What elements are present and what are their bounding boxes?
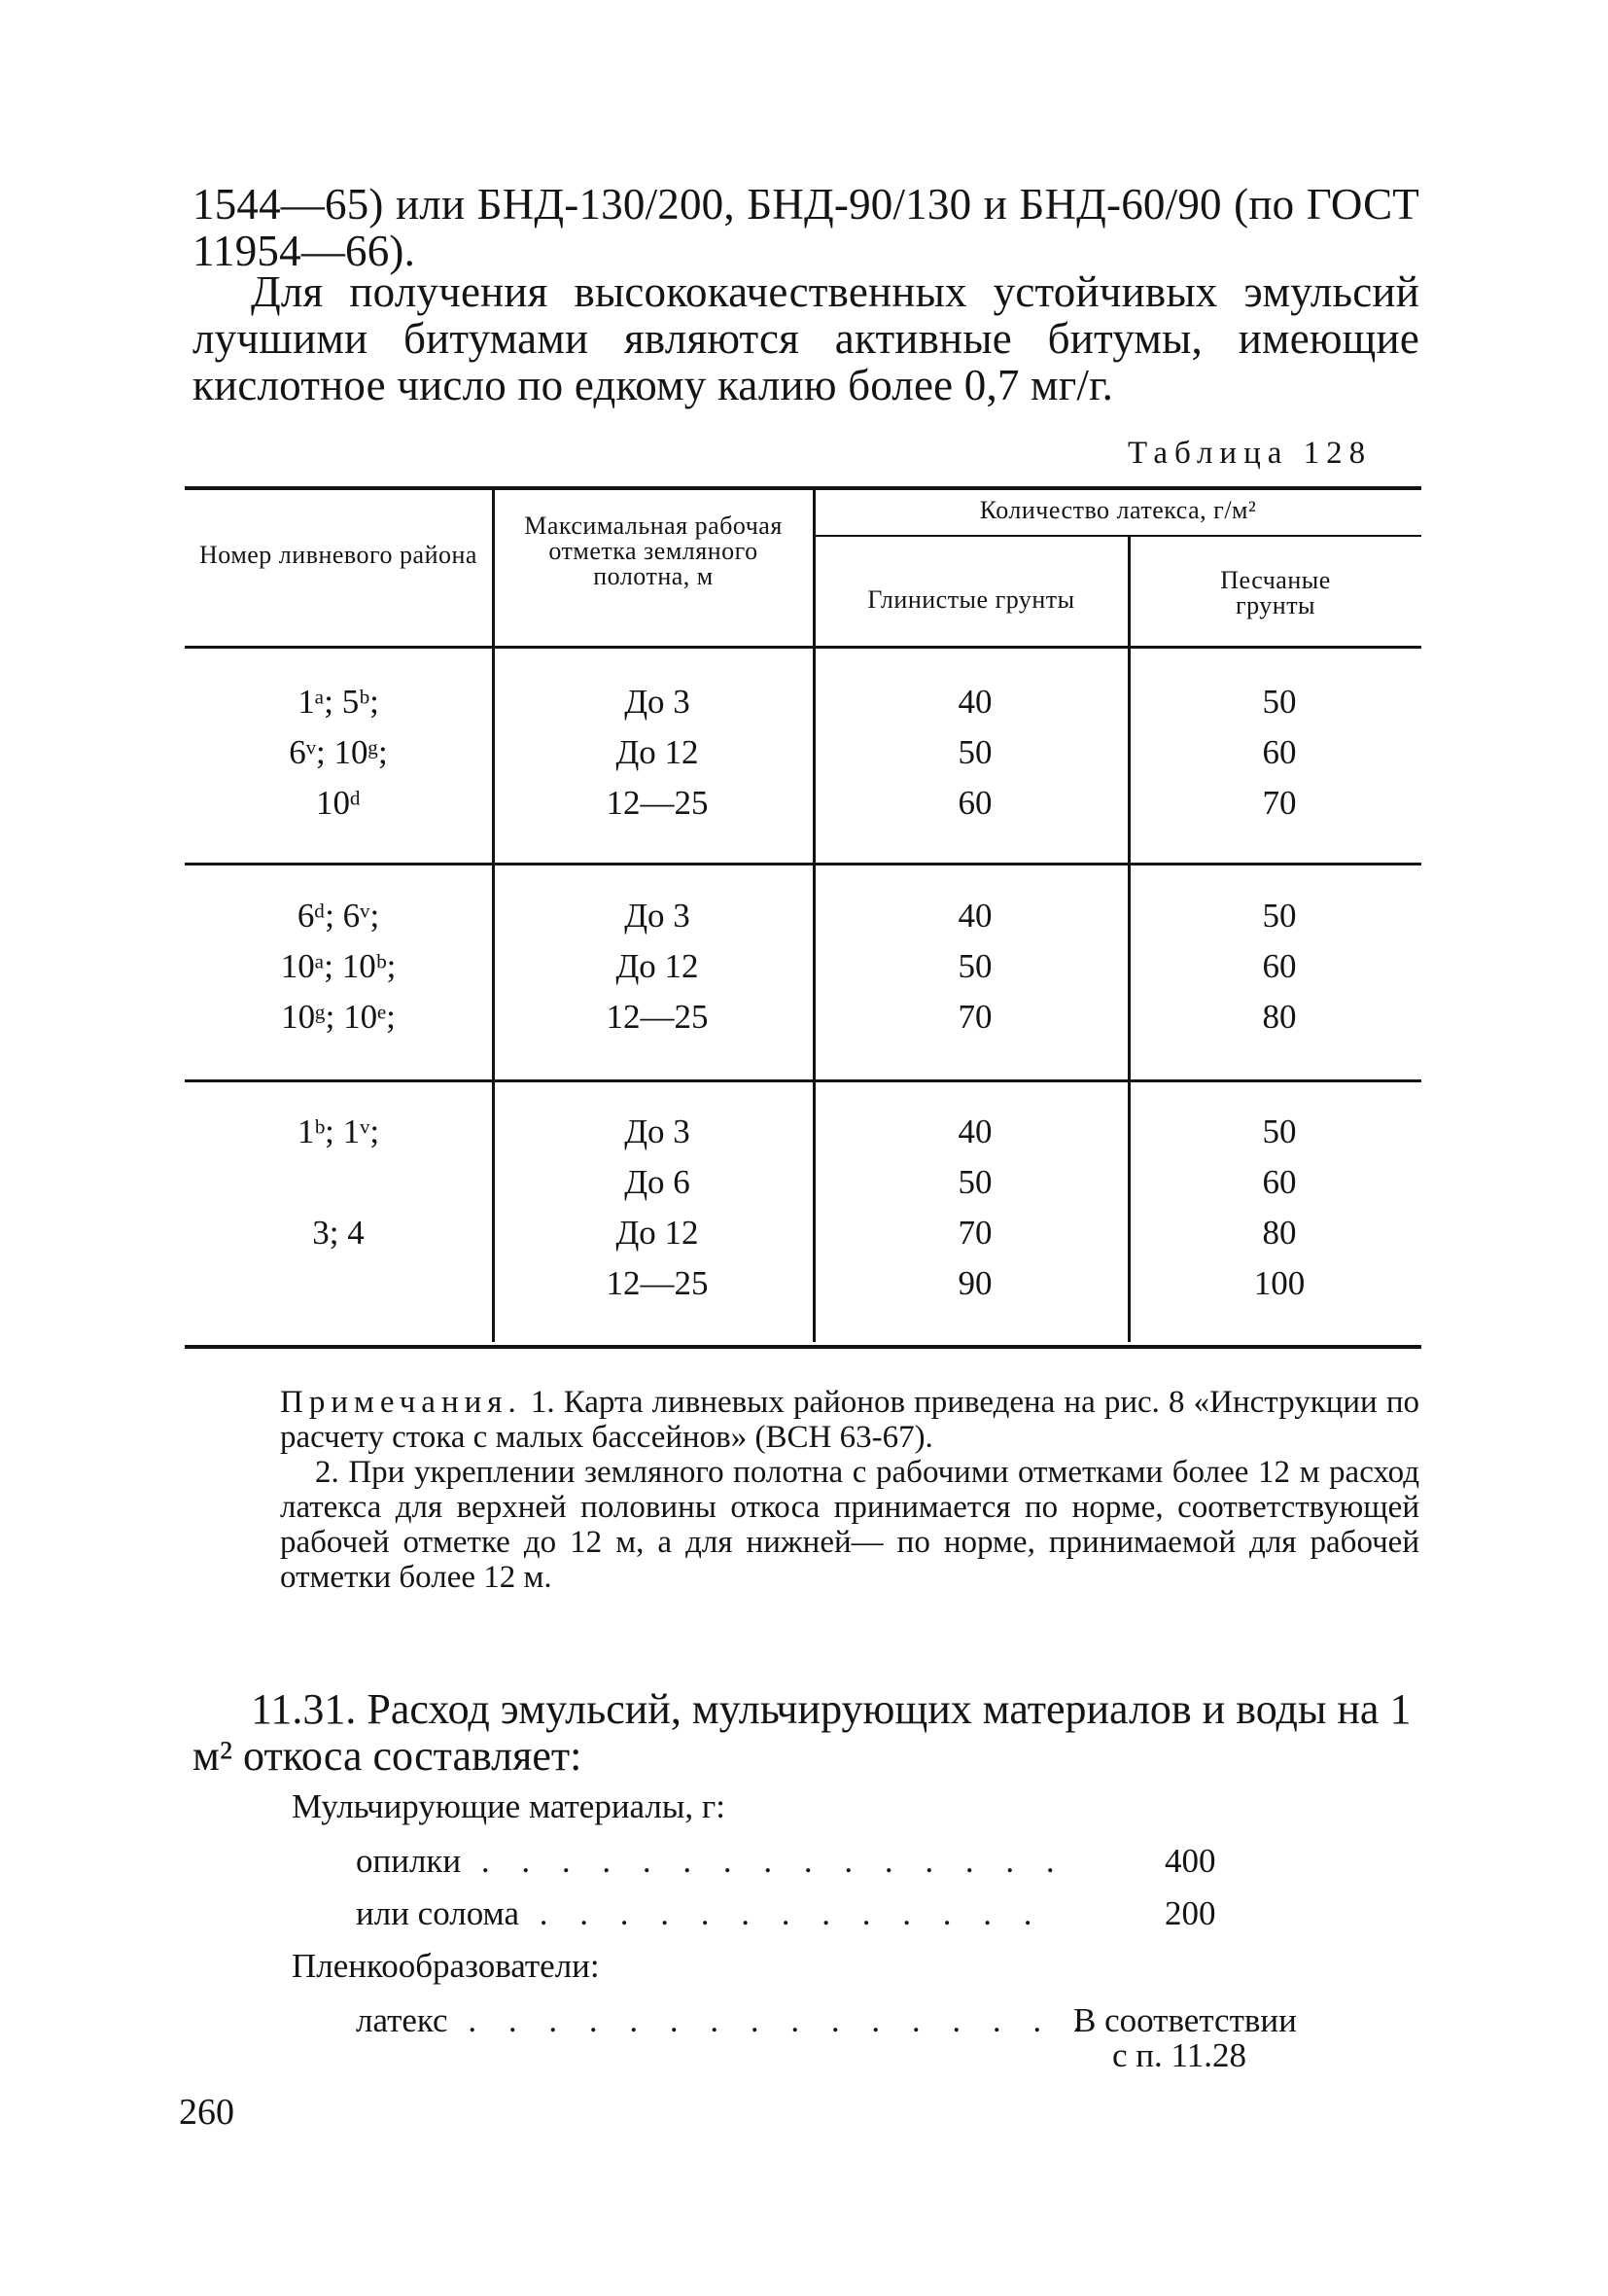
sand-cell: 100 xyxy=(1253,1264,1306,1302)
mark-cell: До 3 xyxy=(624,683,690,721)
group-1-clay xyxy=(822,677,1128,829)
header-working-mark: Максимальная рабочая отметка земляного полотна, м xyxy=(524,512,783,590)
group-2-sand xyxy=(1137,891,1421,1042)
latex-label: латекс xyxy=(356,2001,448,2039)
group-2-clay xyxy=(822,891,1128,1042)
region-cell: 10ᵍ; 10ᵉ; xyxy=(281,998,396,1036)
region-cell: 6ᵛ; 10ᵍ; xyxy=(289,733,388,771)
group-2-regions xyxy=(194,891,482,1042)
group-3-marks xyxy=(502,1107,813,1309)
mark-cell: До 3 xyxy=(624,1113,690,1150)
mark-cell: 12—25 xyxy=(606,784,709,822)
mark-cell: 12—25 xyxy=(606,1264,709,1302)
group-1-marks xyxy=(502,677,813,829)
table-column-divider xyxy=(813,490,816,1342)
latex-value-2: с п. 11.28 xyxy=(1112,2036,1246,2074)
clay-cell: 60 xyxy=(958,784,993,822)
region-cell xyxy=(194,1157,482,1208)
table-column-divider xyxy=(1128,537,1131,1342)
notes-lead: Примечания. xyxy=(280,1385,522,1420)
table-top-rule xyxy=(185,486,1421,490)
mark-cell: 12—25 xyxy=(606,998,709,1036)
clay-cell: 40 xyxy=(958,683,993,721)
region-cell: 10ᵃ; 10ᵇ; xyxy=(280,947,397,985)
sand-cell: 80 xyxy=(1262,1214,1297,1252)
region-cell: 1ᵃ; 5ᵇ; xyxy=(297,683,379,721)
clay-cell: 50 xyxy=(958,947,993,985)
straw-row: или солома . . . . . . . . . . . . . xyxy=(356,1894,1044,1932)
group-3-clay xyxy=(822,1107,1128,1309)
clay-cell: 50 xyxy=(958,1163,993,1201)
intro-continuation: 1544—65) или БНД-130/200, БНД-90/130 и БНД-60/90 (по ГОСТ 11954—66). xyxy=(192,180,1419,275)
straw-label: или солома xyxy=(356,1894,519,1932)
region-cell: 10ᵈ xyxy=(316,784,361,822)
table-label: Таблица 128 xyxy=(1128,436,1373,471)
group-3-regions xyxy=(194,1107,482,1309)
sand-cell: 50 xyxy=(1262,897,1297,935)
film-heading: Пленкообразователи: xyxy=(292,1947,600,1985)
section-number: 11.31. xyxy=(251,1685,357,1733)
sand-cell: 60 xyxy=(1262,733,1297,771)
header-clay-soils: Глинистые грунты xyxy=(867,585,1075,614)
group-1-regions xyxy=(194,677,482,829)
note-1: 1. Карта ливневых районов приведена на рис. 8 «Инструкции по расчету стока с малых бассейнов» (ВСН 63-67). xyxy=(280,1385,1419,1455)
section-text: Расход эмульсий, мульчирующих материалов и воды на 1 м² откоса составляет: xyxy=(192,1685,1412,1780)
sand-cell: 60 xyxy=(1262,1163,1297,1201)
clay-cell: 90 xyxy=(958,1264,993,1302)
latex-row: латекс . . . . . . . . . . . . . . . . xyxy=(356,2001,1094,2039)
table-group-header-rule xyxy=(815,535,1421,537)
mark-cell: До 3 xyxy=(624,897,690,935)
mulch-heading: Мульчирующие материалы, г: xyxy=(292,1787,725,1825)
clay-cell: 50 xyxy=(958,733,993,771)
mark-cell: До 12 xyxy=(615,1214,699,1252)
table-notes xyxy=(280,1385,1419,1595)
clay-cell: 70 xyxy=(958,1214,993,1252)
table-group-rule xyxy=(185,863,1421,865)
region-cell: 1ᵇ; 1ᵛ; xyxy=(297,1113,380,1150)
sand-cell: 50 xyxy=(1262,683,1297,721)
sawdust-label: опилки xyxy=(356,1842,462,1880)
sand-cell: 50 xyxy=(1262,1113,1297,1150)
group-2-marks xyxy=(502,891,813,1042)
sawdust-row: опилки . . . . . . . . . . . . . . . xyxy=(356,1842,1066,1880)
mark-cell: До 6 xyxy=(624,1163,690,1201)
sand-cell: 60 xyxy=(1262,947,1297,985)
sand-cell: 80 xyxy=(1262,998,1297,1036)
table-bottom-rule xyxy=(185,1345,1421,1349)
sand-cell: 70 xyxy=(1262,784,1297,822)
region-cell: 6ᵈ; 6ᵛ; xyxy=(297,897,380,935)
section-11-31 xyxy=(192,1686,1419,1780)
table-group-rule xyxy=(185,1079,1421,1082)
clay-cell: 40 xyxy=(958,897,993,935)
header-sand-soils: Песчаные грунты xyxy=(1220,566,1331,619)
intro-paragraph: Для получения высококачественных устойчивых эмульсий лучшими битумами являются активные битумы, имеющие кислотное число по едкому калию более 0,7 мг/г. xyxy=(192,267,1419,409)
header-latex-quantity: Количество латекса, г/м² xyxy=(979,496,1257,524)
group-1-sand xyxy=(1137,677,1421,829)
mark-cell: До 12 xyxy=(615,947,699,985)
region-cell: 3; 4 xyxy=(312,1214,365,1252)
mark-cell: До 12 xyxy=(615,733,699,771)
sawdust-value: 400 xyxy=(1165,1842,1216,1880)
page-number: 260 xyxy=(179,2092,234,2133)
latex-value-1: В соответствии xyxy=(1073,2001,1297,2039)
header-region: Номер ливневого района xyxy=(199,541,477,569)
table-column-divider xyxy=(492,490,495,1342)
group-3-sand xyxy=(1137,1107,1421,1309)
table-header-rule xyxy=(185,646,1421,649)
region-cell xyxy=(194,1258,482,1309)
clay-cell: 40 xyxy=(958,1113,993,1150)
note-2: 2. При укреплении земляного полотна с рабочими отметками более 12 м расход латекса для верхней половины откоса принимается по норме, соответствующей рабочей отметке до 12 м, а для нижней— по норме, принимаемой для рабочей отметки более 12 м. xyxy=(280,1455,1419,1595)
straw-value: 200 xyxy=(1165,1894,1216,1932)
clay-cell: 70 xyxy=(958,998,993,1036)
